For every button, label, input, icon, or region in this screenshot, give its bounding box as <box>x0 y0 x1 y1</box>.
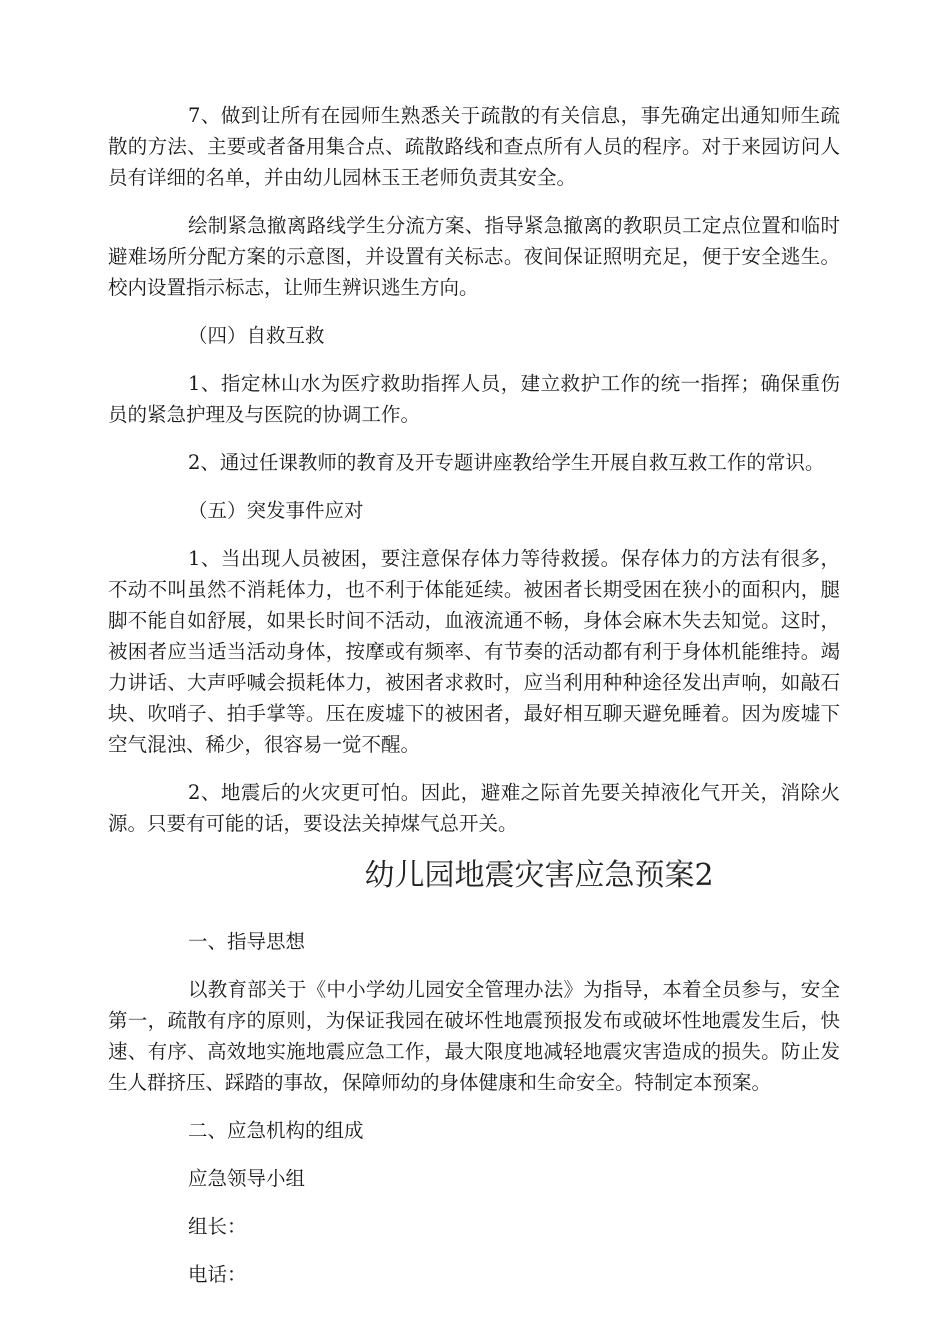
heading-organization: 二、应急机构的组成 <box>188 1119 364 1142</box>
heading-emergency-response: （五）突发事件应对 <box>188 499 364 522</box>
paragraph-evacuation-map: 绘制紧急撤离路线学生分流方案、指导紧急撤离的教职员工定点位置和临时避难场所分配方案的示意图，并设置有关标志。夜间保证照明充足，便于安全逃生。校内设置指示标志，让师生辨识逃生方向。 <box>108 214 840 299</box>
paragraph-evacuation-info: 7、做到让所有在园师生熟悉关于疏散的有关信息，事先确定出通知师生疏散的方法、主要或者备用集合点、疏散路线和查点所有人员的程序。对于来园访问人员有详细的名单，并由幼儿园林玉王老师负责其安全。 <box>108 104 840 189</box>
label-group-leader: 组长： <box>188 1215 247 1238</box>
document-title: 幼儿园地震灾害应急预案2 <box>364 858 714 893</box>
paragraph-trapped-persons: 1、当出现人员被困，要注意保存体力等待救援。保存体力的方法有很多，不动不叫虽然不消耗体力，也不利于体能延续。被困者长期受困在狭小的面积内，腿脚不能自如舒展，如果长时间不活动，血液流通不畅，身体会麻木失去知觉。这时，被困者应当适当活动身体，按摩或有频率、有节奏的活动都有利于身体机能维持。竭力讲话、大声呼喊会损耗体力，被困者求救时，应当利用种种途径发出声响，如敲石块、吹哨子、拍手掌等。压在废墟下的被困者，最好相互聊天避免睡着。因为废墟下空气混浊、稀少，很容易一觉不醒。 <box>108 547 840 756</box>
paragraph-guiding-ideology: 以教育部关于《中小学幼儿园安全管理办法》为指导，本着全员参与，安全第一，疏散有序的原则，为保证我园在破坏性地震预报发布或破坏性地震发生后，快速、有序、高效地实施地震应急工作，最大限度地减轻地震灾害造成的损失。防止发生人群挤压、踩踏的事故，保障师幼的身体健康和生命安全。特制定本预案。 <box>108 978 840 1094</box>
paragraph-medical-commander: 1、指定林山水为医疗救助指挥人员，建立救护工作的统一指挥；确保重伤员的紧急护理及与医院的协调工作。 <box>108 372 840 426</box>
paragraph-fire-after-quake: 2、地震后的火灾更可怕。因此，避难之际首先要关掉液化气开关，消除火源。只要有可能的话，要设法关掉煤气总开关。 <box>108 781 840 835</box>
paragraph-teacher-education: 2、通过任课教师的教育及开专题讲座教给学生开展自救互救工作的常识。 <box>188 451 825 474</box>
label-leadership-group: 应急领导小组 <box>188 1167 306 1190</box>
heading-self-rescue: （四）自救互救 <box>188 324 325 347</box>
label-phone: 电话： <box>188 1263 247 1286</box>
heading-guiding-ideology: 一、指导思想 <box>188 930 306 953</box>
